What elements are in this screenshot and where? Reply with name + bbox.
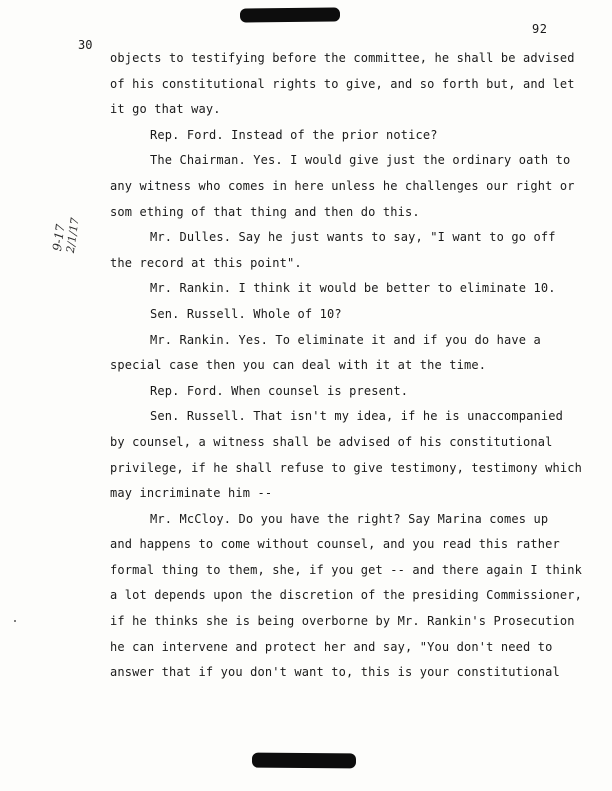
- transcript-line: The Chairman. Yes. I would give just the ordinary oath to: [150, 153, 571, 168]
- page-number: 92: [532, 22, 548, 36]
- transcript-line: Rep. Ford. When counsel is present.: [150, 383, 409, 398]
- transcript-line: it go that way.: [110, 102, 221, 117]
- transcript-line: som ething of that thing and then do this.: [110, 204, 420, 219]
- transcript-line: he can intervene and protect her and say, "You don't need to: [110, 639, 553, 654]
- transcript-line: of his constitutional rights to give, and so forth but, and let: [110, 76, 575, 91]
- transcript-line: Sen. Russell. That isn't my idea, if he is unaccompanied: [150, 409, 563, 424]
- transcript-line: Mr. Rankin. Yes. To eliminate it and if you do have a: [150, 332, 541, 347]
- redaction-bar-top: [240, 7, 340, 22]
- transcript-line: privilege, if he shall refuse to give testimony, testimony which: [110, 460, 582, 475]
- scan-speck: [14, 620, 16, 622]
- transcript-line: special case then you can deal with it at the time.: [110, 358, 487, 373]
- transcript-line: any witness who comes in here unless he challenges our right or: [110, 178, 575, 193]
- handwritten-margin-note: [50, 215, 82, 254]
- transcript-line: may incriminate him --: [110, 486, 273, 501]
- transcript-line: Mr. Rankin. I think it would be better to eliminate 10.: [150, 281, 556, 296]
- transcript-line: formal thing to them, she, if you get -- and there again I think: [110, 562, 582, 577]
- transcript-line: Sen. Russell. Whole of 10?: [150, 306, 342, 321]
- transcript-line: Mr. McCloy. Do you have the right? Say Marina comes up: [150, 511, 549, 526]
- transcript-line: objects to testifying before the committee, he shall be advised: [110, 51, 575, 65]
- transcript-line: and happens to come without counsel, and you read this rather: [110, 537, 560, 552]
- transcript-line: Rep. Ford. Instead of the prior notice?: [150, 127, 438, 142]
- transcript-line: if he thinks she is being overborne by Mr. Rankin's Prosecution: [110, 614, 575, 629]
- transcript-body: [110, 46, 580, 686]
- transcript-line: by counsel, a witness shall be advised of his constitutional: [110, 434, 553, 449]
- margin-note-line-2: 2/1/17: [63, 216, 82, 254]
- transcript-line: the record at this point".: [110, 255, 302, 270]
- transcript-line: a lot depends upon the discretion of the presiding Commissioner,: [110, 588, 582, 603]
- redaction-bar-bottom: [252, 753, 356, 769]
- transcript-line: Mr. Dulles. Say he just wants to say, "I want to go off: [150, 230, 556, 245]
- line-number: 30: [78, 38, 93, 52]
- transcript-line: answer that if you don't want to, this is your constitutional: [110, 665, 560, 680]
- margin-note-line-1: 9-17: [50, 223, 68, 252]
